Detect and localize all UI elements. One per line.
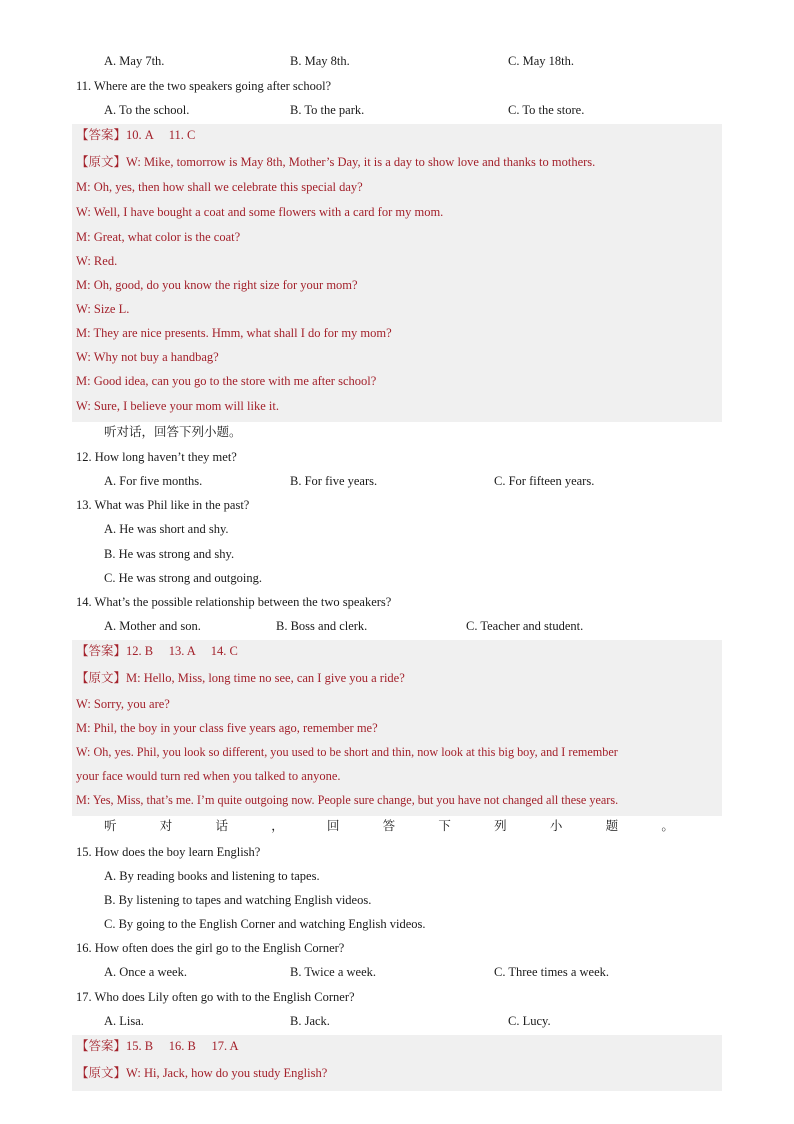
q14-options bbox=[0, 615, 794, 637]
q17-options bbox=[0, 1010, 794, 1032]
q13-option-a-row bbox=[0, 518, 794, 540]
question-14 bbox=[0, 591, 794, 613]
question-17 bbox=[0, 986, 794, 1008]
question-11 bbox=[0, 75, 794, 97]
instruction bbox=[0, 815, 794, 837]
question-text: 15. How does the boy learn English? bbox=[76, 845, 261, 859]
script-text: your face would turn red when you talked to anyone. bbox=[76, 769, 341, 783]
answer-text: 12. B 13. A 14. C bbox=[126, 644, 238, 658]
q10-option-a: A. May 7th. bbox=[104, 54, 165, 68]
script-text: M: Phil, the boy in your class five years ago, remember me? bbox=[76, 721, 378, 735]
script-text: M: Yes, Miss, that’s me. I’m quite outgoing now. People sure change, but you have not changed all these years. bbox=[76, 793, 619, 807]
script-line bbox=[0, 693, 794, 715]
script-line bbox=[0, 1062, 794, 1084]
q13-option-c: C. He was strong and outgoing. bbox=[104, 571, 262, 585]
script-text: W: Red. bbox=[76, 254, 118, 268]
q10-option-b: B. May 8th. bbox=[290, 54, 350, 68]
question-12 bbox=[0, 446, 794, 468]
script-line bbox=[0, 250, 794, 272]
q15-option-b-row bbox=[0, 889, 794, 911]
q12-option-a: A. For five months. bbox=[104, 474, 203, 488]
script-text: W: Well, I have bought a coat and some flowers with a card for my mom. bbox=[76, 205, 444, 219]
q13-option-b: B. He was strong and shy. bbox=[104, 547, 235, 561]
instruction-text: 听 对 话 ， 回 答 下 列 小 题 。 bbox=[104, 818, 674, 833]
q14-option-a: A. Mother and son. bbox=[104, 619, 201, 633]
script-line bbox=[0, 346, 794, 368]
answer-tag: 【答案】 bbox=[76, 643, 127, 658]
question-text: 11. Where are the two speakers going after school? bbox=[76, 79, 332, 93]
answer-tag: 【答案】 bbox=[76, 1038, 127, 1053]
script-text: M: Great, what color is the coat? bbox=[76, 230, 241, 244]
instruction bbox=[0, 421, 794, 443]
q17-option-a: A. Lisa. bbox=[104, 1014, 144, 1028]
q17-option-b: B. Jack. bbox=[290, 1014, 330, 1028]
q13-option-b-row bbox=[0, 543, 794, 565]
question-text: 12. How long haven’t they met? bbox=[76, 450, 237, 464]
script-text: W: Hi, Jack, how do you study English? bbox=[126, 1066, 328, 1080]
script-text: W: Oh, yes. Phil, you look so different, you used to be short and thin, now look at this big boy, and I remember bbox=[76, 745, 618, 759]
script-tag: 【原文】 bbox=[76, 154, 127, 169]
script-line bbox=[0, 370, 794, 392]
q11-option-c: C. To the store. bbox=[508, 103, 585, 117]
q13-option-a: A. He was short and shy. bbox=[104, 522, 229, 536]
q15-option-c: C. By going to the English Corner and watching English videos. bbox=[104, 917, 426, 931]
q16-option-a: A. Once a week. bbox=[104, 965, 187, 979]
script-text: W: Why not buy a handbag? bbox=[76, 350, 219, 364]
instruction-text: 听对话，回答下列小题。 bbox=[104, 424, 242, 439]
q10-options bbox=[0, 50, 794, 72]
script-line bbox=[0, 765, 794, 787]
script-line bbox=[0, 226, 794, 248]
script-line bbox=[0, 789, 794, 811]
script-tag: 【原文】 bbox=[76, 670, 127, 685]
question-15 bbox=[0, 841, 794, 863]
q14-option-b: B. Boss and clerk. bbox=[276, 619, 368, 633]
question-13 bbox=[0, 494, 794, 516]
q12-options bbox=[0, 470, 794, 492]
q15-option-c-row bbox=[0, 913, 794, 935]
script-text: W: Sorry, you are? bbox=[76, 697, 170, 711]
q15-option-a: A. By reading books and listening to tapes. bbox=[104, 869, 320, 883]
q15-option-b: B. By listening to tapes and watching English videos. bbox=[104, 893, 372, 907]
script-line bbox=[0, 322, 794, 344]
script-text: M: Oh, yes, then how shall we celebrate this special day? bbox=[76, 180, 363, 194]
script-text: W: Size L. bbox=[76, 302, 130, 316]
q12-option-b: B. For five years. bbox=[290, 474, 378, 488]
script-line bbox=[0, 395, 794, 417]
q17-option-c: C. Lucy. bbox=[508, 1014, 551, 1028]
q12-option-c: C. For fifteen years. bbox=[494, 474, 595, 488]
q15-option-a-row bbox=[0, 865, 794, 887]
q16-options bbox=[0, 961, 794, 983]
script-text: M: Good idea, can you go to the store with me after school? bbox=[76, 374, 377, 388]
script-line bbox=[0, 274, 794, 296]
question-text: 17. Who does Lily often go with to the English Corner? bbox=[76, 990, 355, 1004]
script-line bbox=[0, 298, 794, 320]
answer-line-1 bbox=[0, 124, 794, 146]
script-line bbox=[0, 741, 794, 763]
q11-option-b: B. To the park. bbox=[290, 103, 365, 117]
script-text: W: Sure, I believe your mom will like it. bbox=[76, 399, 279, 413]
q10-option-c: C. May 18th. bbox=[508, 54, 574, 68]
script-line bbox=[0, 717, 794, 739]
answer-tag: 【答案】 bbox=[76, 127, 127, 142]
question-text: 14. What’s the possible relationship between the two speakers? bbox=[76, 595, 392, 609]
script-line bbox=[0, 201, 794, 223]
script-text: M: Hello, Miss, long time no see, can I give you a ride? bbox=[126, 671, 405, 685]
question-text: 16. How often does the girl go to the English Corner? bbox=[76, 941, 345, 955]
answer-line-2 bbox=[0, 640, 794, 662]
script-line bbox=[0, 151, 794, 173]
answer-line-3 bbox=[0, 1035, 794, 1057]
script-text: W: Mike, tomorrow is May 8th, Mother’s Day, it is a day to show love and thanks to mothers. bbox=[126, 155, 596, 169]
question-text: 13. What was Phil like in the past? bbox=[76, 498, 250, 512]
answer-text: 10. A 11. C bbox=[126, 128, 196, 142]
question-16 bbox=[0, 937, 794, 959]
q14-option-c: C. Teacher and student. bbox=[466, 619, 584, 633]
script-text: M: Oh, good, do you know the right size for your mom? bbox=[76, 278, 358, 292]
answer-text: 15. B 16. B 17. A bbox=[126, 1039, 239, 1053]
q11-option-a: A. To the school. bbox=[104, 103, 190, 117]
q16-option-c: C. Three times a week. bbox=[494, 965, 610, 979]
script-line bbox=[0, 667, 794, 689]
script-line bbox=[0, 176, 794, 198]
script-tag: 【原文】 bbox=[76, 1065, 127, 1080]
q16-option-b: B. Twice a week. bbox=[290, 965, 377, 979]
q13-option-c-row bbox=[0, 567, 794, 589]
q11-options bbox=[0, 99, 794, 121]
script-text: M: They are nice presents. Hmm, what shall I do for my mom? bbox=[76, 326, 392, 340]
